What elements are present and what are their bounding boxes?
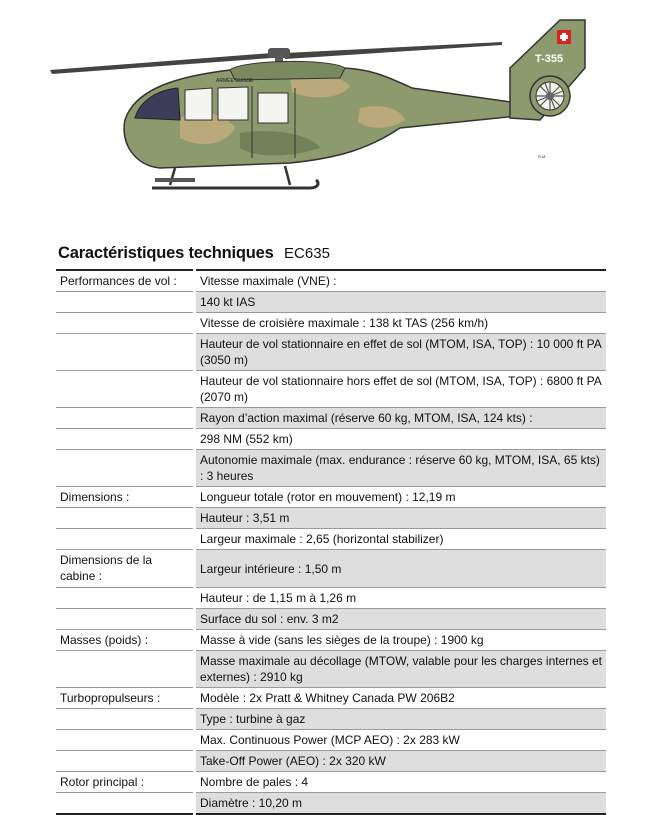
row-value: Diamètre : 10,20 m: [195, 793, 607, 815]
row-value: Longueur totale (rotor en mouvement) : 12,19 m: [195, 487, 607, 508]
row-value: Hauteur de vol stationnaire en effet de sol (MTOM, ISA, TOP) : 10 000 ft PA (3050 m): [195, 334, 607, 371]
specs-table: [56, 269, 606, 815]
row-category: [56, 651, 195, 688]
row-value: Hauteur : 3,51 m: [195, 508, 607, 529]
row-category: [56, 334, 195, 371]
row-category: Masses (poids) :: [56, 630, 195, 651]
table-row: [56, 609, 606, 630]
row-category: Performances de vol :: [56, 270, 195, 292]
table-row: [56, 270, 606, 292]
row-category: [56, 508, 195, 529]
row-value: Rayon d’action maximal (réserve 60 kg, MTOM, ISA, 124 kts) :: [195, 408, 607, 429]
table-row: [56, 292, 606, 313]
table-row: [56, 313, 606, 334]
row-category: Dimensions de la cabine :: [56, 550, 195, 588]
spec-title-model: EC635: [284, 245, 330, 262]
row-category: Rotor principal :: [56, 772, 195, 793]
row-category: [56, 450, 195, 487]
row-value: Modèle : 2x Pratt & Whitney Canada PW 206B2: [195, 688, 607, 709]
table-row: [56, 334, 606, 371]
spec-title-main: Caractéristiques techniques: [58, 244, 274, 262]
svg-text:R.M.: R.M.: [538, 154, 547, 159]
table-row: [56, 550, 606, 588]
row-value: Type : turbine à gaz: [195, 709, 607, 730]
row-value: Largeur maximale : 2,65 (horizontal stabilizer): [195, 529, 607, 550]
row-value: Vitesse de croisière maximale : 138 kt TAS (256 km/h): [195, 313, 607, 334]
table-row: [56, 730, 606, 751]
table-row: [56, 487, 606, 508]
table-row: [56, 429, 606, 450]
row-value: Take-Off Power (AEO) : 2x 320 kW: [195, 751, 607, 772]
row-category: Turbopropulseurs :: [56, 688, 195, 709]
helicopter-illustration: [40, 8, 620, 208]
row-category: [56, 429, 195, 450]
table-row: [56, 371, 606, 408]
row-value: Masse à vide (sans les sièges de la troupe) : 1900 kg: [195, 630, 607, 651]
row-category: [56, 793, 195, 815]
row-category: [56, 313, 195, 334]
svg-text:T-355: T-355: [535, 53, 564, 65]
table-row: [56, 450, 606, 487]
row-category: Dimensions :: [56, 487, 195, 508]
row-category: [56, 709, 195, 730]
row-category: [56, 292, 195, 313]
row-category: [56, 730, 195, 751]
row-value: 298 NM (552 km): [195, 429, 607, 450]
table-row: [56, 751, 606, 772]
spec-title: [58, 244, 330, 263]
row-value: 140 kt IAS: [195, 292, 607, 313]
table-row: [56, 630, 606, 651]
table-row: [56, 588, 606, 609]
row-value: Masse maximale au décollage (MTOW, valable pour les charges internes et externes) : 2910 kg: [195, 651, 607, 688]
row-value: Hauteur : de 1,15 m à 1,26 m: [195, 588, 607, 609]
row-category: [56, 529, 195, 550]
table-row: [56, 508, 606, 529]
row-category: [56, 408, 195, 429]
row-category: [56, 371, 195, 408]
table-row: [56, 772, 606, 793]
row-value: Largeur intérieure : 1,50 m: [195, 550, 607, 588]
table-row: [56, 408, 606, 429]
row-value: Vitesse maximale (VNE) :: [195, 270, 607, 292]
row-value: Autonomie maximale (max. endurance : réserve 60 kg, MTOM, ISA, 65 kts) : 3 heures: [195, 450, 607, 487]
row-value: Surface du sol : env. 3 m2: [195, 609, 607, 630]
row-category: [56, 751, 195, 772]
row-value: Max. Continuous Power (MCP AEO) : 2x 283 kW: [195, 730, 607, 751]
table-row: [56, 529, 606, 550]
table-row: [56, 688, 606, 709]
svg-text:ARMÉE SUISSE: ARMÉE SUISSE: [216, 78, 254, 84]
row-category: [56, 609, 195, 630]
row-category: [56, 588, 195, 609]
row-value: Hauteur de vol stationnaire hors effet de sol (MTOM, ISA, TOP) : 6800 ft PA (2070 m): [195, 371, 607, 408]
table-row: [56, 709, 606, 730]
row-value: Nombre de pales : 4: [195, 772, 607, 793]
table-row: [56, 793, 606, 815]
table-row: [56, 651, 606, 688]
